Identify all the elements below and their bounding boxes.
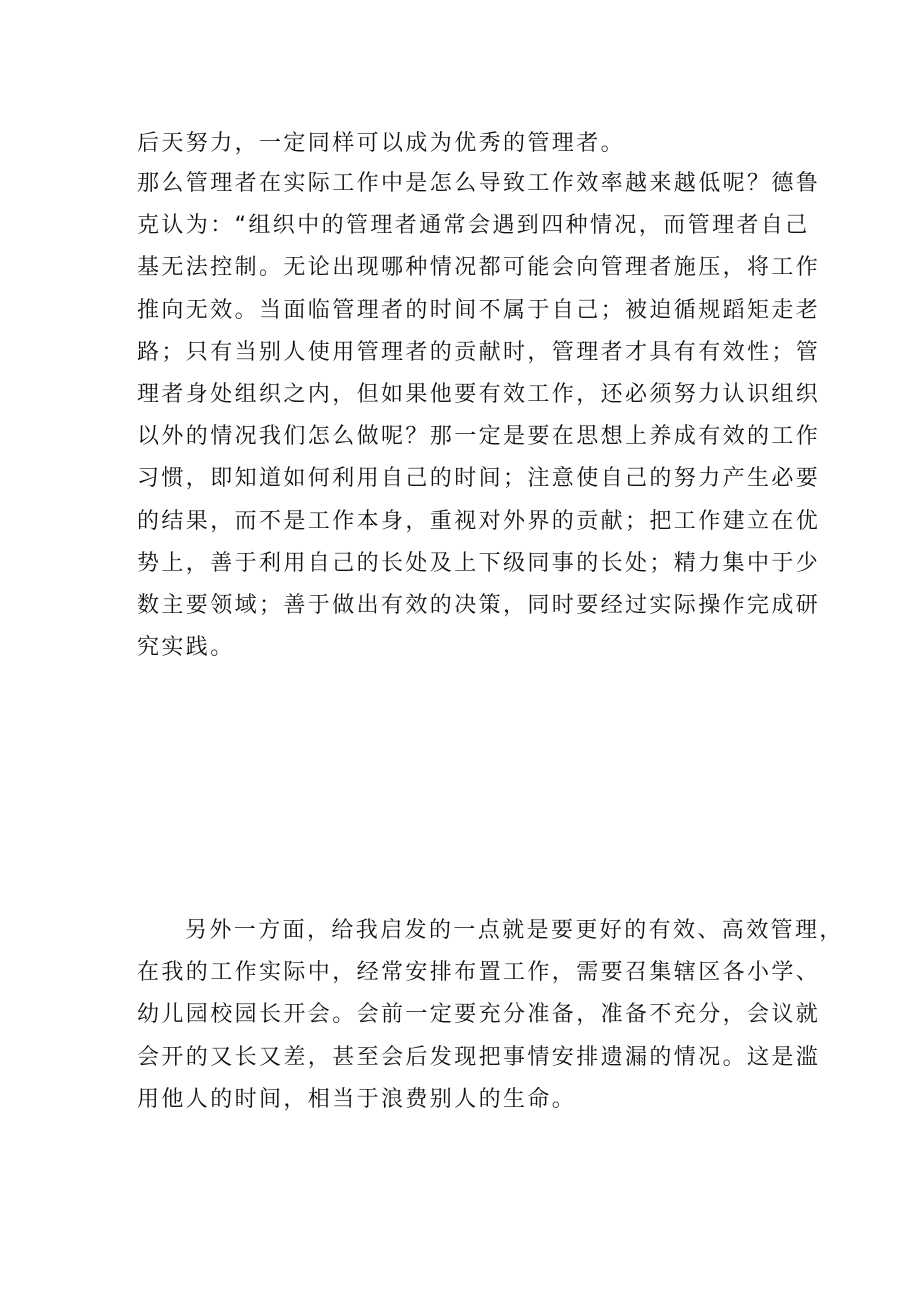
text-line: 推向无效。当面临管理者的时间不属于自己；被迫循规蹈矩走老 [137,297,821,323]
text-line: 数主要领域；善于做出有效的决策，同时要经过实际操作完成研 [137,592,821,618]
text-line: 以外的情况我们怎么做呢？那一定是要在思想上养成有效的工作 [137,424,821,450]
text-line: 会开的又长又差，甚至会后发现把事情安排遗漏的情况。这是滥 [137,1044,821,1070]
text-line: 势上，善于利用自己的长处及上下级同事的长处；精力集中于少 [137,550,821,576]
paragraph-continued [137,123,797,165]
text-line: 幼儿园校园长开会。会前一定要充分准备，准备不充分，会议就 [137,1002,821,1028]
text-line: 克认为：“组织中的管理者通常会遇到四种情况，而管理者自己 [137,213,810,239]
text-line: 习惯，即知道如何利用自己的时间；注意使自己的努力产生必要 [137,466,821,492]
text-line: 理者身处组织之内，但如果他要有效工作，还必须努力认识组织 [137,381,821,407]
text-line: 的结果，而不是工作本身，重视对外界的贡献；把工作建立在优 [137,508,821,534]
text-line: 后天努力，一定同样可以成为优秀的管理者。 [137,131,626,156]
text-line: 用他人的时间，相当于浪费别人的生命。 [137,1086,577,1112]
text-line: 另外一方面，给我启发的一点就是要更好的有效、高效管理， [185,918,844,943]
paragraph-2 [137,910,844,1121]
text-line: 在我的工作实际中，经常安排布置工作，需要召集辖区各小学、 [137,960,821,986]
text-line: 路；只有当别人使用管理者的贡献时，管理者才具有有效性；管 [137,339,821,365]
text-line: 究实践。 [137,635,235,661]
text-line: 基无法控制。无论出现哪种情况都可能会向管理者施压，将工作 [137,255,821,281]
paragraph-1 [137,163,821,669]
text-line: 那么管理者在实际工作中是怎么导致工作效率越来越低呢？德鲁 [137,171,821,196]
